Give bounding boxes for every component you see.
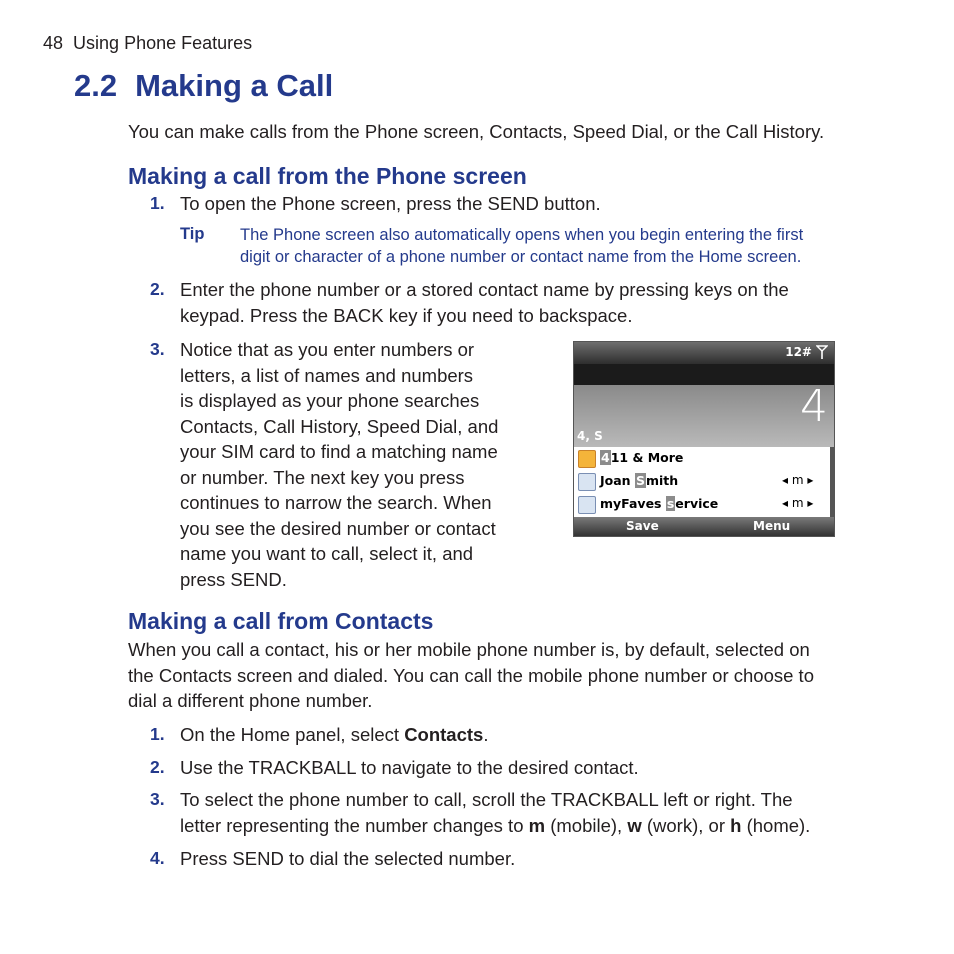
step-text-part: (work), or <box>641 814 731 836</box>
step-text-part: (home). <box>741 814 811 836</box>
step-line: or number. The next key you press <box>180 466 465 488</box>
speed-dial-icon <box>578 450 596 468</box>
step-line <box>180 813 810 839</box>
step-number: 3. <box>150 789 165 809</box>
para-line: When you call a contact, his or her mobile phone number is, by default, selected on <box>128 639 810 660</box>
step-number: 2. <box>150 757 165 777</box>
section-title <box>74 68 333 104</box>
step-text <box>180 277 789 328</box>
step-line: is displayed as your phone searches <box>180 390 480 411</box>
para-line: dial a different phone number. <box>128 690 373 711</box>
step-line: Notice that as you enter numbers or <box>180 339 475 360</box>
step-text: Use the TRACKBALL to navigate to the desired contact. <box>180 757 639 778</box>
step-number: 2. <box>150 279 165 299</box>
dial-input-area <box>574 381 834 447</box>
status-text: 12# <box>785 345 812 359</box>
search-query: 4, S <box>577 429 603 443</box>
step-line: To select the phone number to call, scroll the TRACKBALL left or right. The <box>180 789 793 810</box>
step-line: Contacts, Call History, Speed Dial, and <box>180 415 499 437</box>
name-prefix: Joan <box>600 473 635 488</box>
tip-line: digit or character of a phone number or contact name from the Home screen. <box>240 248 802 266</box>
page-header <box>43 33 252 54</box>
name-rest: 11 & More <box>610 450 684 465</box>
step-text-bold: Contacts <box>404 724 484 745</box>
scrollbar[interactable] <box>830 447 834 517</box>
step-text-bold: w <box>627 814 642 836</box>
step-line: letters, a list of names and numbers <box>180 364 474 386</box>
contacts-paragraph <box>128 637 814 714</box>
step-line: press SEND. <box>180 568 287 590</box>
contact-icon <box>578 473 596 491</box>
step-text <box>180 337 498 592</box>
status-bar <box>574 342 834 364</box>
section-title-text: Making a Call <box>135 68 334 103</box>
name-rest: mith <box>645 473 679 488</box>
signal-icon <box>816 345 828 359</box>
phone-section-heading: Making a call from the Phone screen <box>128 163 527 189</box>
save-softkey[interactable]: Save <box>626 519 659 533</box>
name-highlight: S <box>635 473 645 488</box>
number-type-selector[interactable]: ◂ m ▸ <box>782 473 814 487</box>
number-type-selector[interactable]: ◂ m ▸ <box>782 496 814 510</box>
list-item[interactable] <box>574 447 830 469</box>
step-number: 3. <box>150 339 165 359</box>
dialed-digit: 4 <box>800 381 828 432</box>
name-rest: ervice <box>675 496 719 511</box>
phone-screenshot <box>573 341 835 537</box>
contacts-section-heading: Making a call from Contacts <box>128 608 434 634</box>
list-item-name <box>600 473 678 488</box>
step-text-part: (mobile), <box>545 814 628 836</box>
name-highlight: s <box>666 496 675 511</box>
page-number: 48 <box>43 33 64 53</box>
name-prefix: myFaves <box>600 496 666 511</box>
menu-softkey[interactable]: Menu <box>753 519 791 533</box>
step-line: keypad. Press the BACK key if you need to backspace. <box>180 304 633 326</box>
list-item-name <box>600 450 683 465</box>
step-number: 4. <box>150 848 165 868</box>
step-text-part: . <box>483 724 489 745</box>
tip-text <box>240 224 803 268</box>
step-number: 1. <box>150 193 165 213</box>
step-text-bold: m <box>528 814 546 836</box>
intro-paragraph: You can make calls from the Phone screen, Contacts, Speed Dial, or the Call History. <box>128 121 825 142</box>
step-number: 1. <box>150 724 165 744</box>
step-text-bold: h <box>730 814 742 836</box>
step-line: you see the desired number or contact <box>180 517 496 539</box>
step-text-part: On the Home panel, select <box>180 724 405 745</box>
step-line: continues to narrow the search. When <box>180 492 492 513</box>
section-number: 2.2 <box>74 68 118 103</box>
list-item[interactable] <box>574 470 830 492</box>
tip-label: Tip <box>180 225 205 243</box>
step-text: To open the Phone screen, press the SEND button. <box>180 193 601 214</box>
name-highlight: 4 <box>601 450 610 465</box>
match-list <box>574 447 830 517</box>
tip-line: The Phone screen also automatically opens when you begin entering the first <box>240 226 804 244</box>
list-item[interactable] <box>574 493 830 515</box>
step-line: your SIM card to find a matching name <box>180 441 498 462</box>
softkey-bar <box>574 517 834 536</box>
contact-icon <box>578 496 596 514</box>
list-item-name <box>600 496 718 511</box>
step-line: name you want to call, select it, and <box>180 543 474 564</box>
step-text-part: letter representing the number changes to <box>180 814 529 836</box>
step-text <box>180 787 810 838</box>
title-bar <box>574 364 834 385</box>
para-line: the Contacts screen and dialed. You can call the mobile phone number or choose to <box>128 664 814 686</box>
step-text <box>180 722 488 748</box>
step-line: Enter the phone number or a stored contact name by pressing keys on the <box>180 279 789 300</box>
running-section: Using Phone Features <box>73 33 253 53</box>
step-text: Press SEND to dial the selected number. <box>180 848 516 869</box>
